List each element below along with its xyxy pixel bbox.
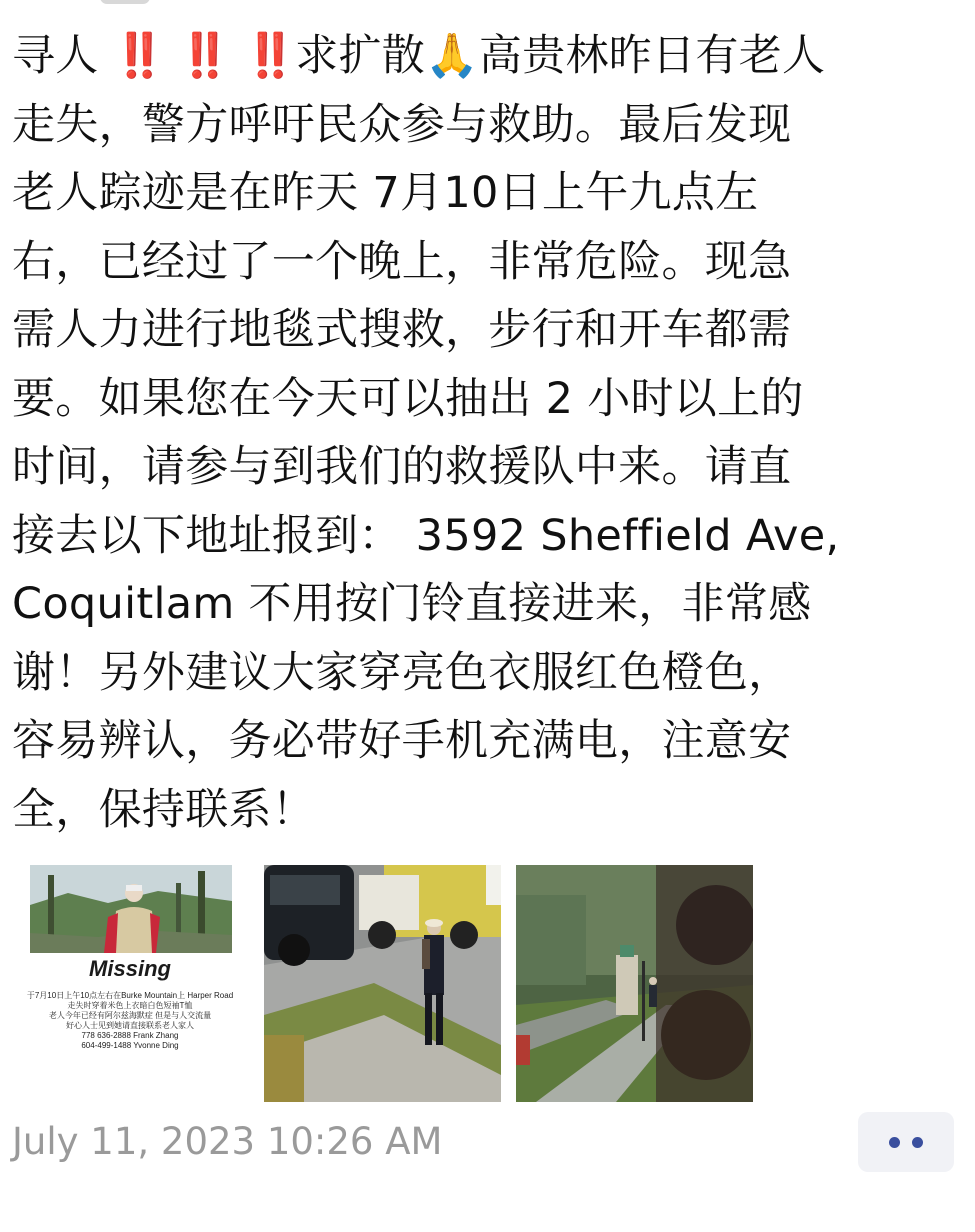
double-exclamation-icon: ‼️ [112, 31, 165, 81]
poster-line: 604-499-1488 Yvonne Ding [81, 1041, 179, 1050]
missing-poster-thumbnail[interactable] [8, 865, 252, 1102]
post-body [12, 22, 967, 844]
post-line: 老人踪迹是在昨天 7月10日上午九点左 [12, 168, 759, 218]
post-line [12, 22, 967, 91]
more-options-button[interactable] [858, 1112, 954, 1172]
poster-line: 老人今年已经有阿尔兹海默症 但是与人交流量 [48, 1011, 212, 1020]
surveillance-path-thumbnail[interactable] [516, 865, 753, 1102]
more-dots-icon [889, 1137, 900, 1148]
post-line: 右，已经过了一个晚上，非常危险。现急 [12, 236, 792, 287]
post-text-segment: 求扩散🙏高贵林昨日有老人 [295, 31, 826, 81]
more-dots-icon [912, 1137, 923, 1148]
double-exclamation-icon: ‼️ [178, 31, 230, 81]
missing-poster-details [8, 991, 252, 1051]
surveillance-path-photo [516, 865, 753, 1102]
photo-grid [0, 865, 975, 1102]
missing-poster-title: Missing [89, 956, 171, 981]
post-line: 容易辨认，务必带好手机充满电，注意安 [12, 716, 792, 766]
double-exclamation-icon: ‼️ [243, 31, 296, 81]
post-text-segment: 寻人 [12, 31, 113, 81]
post-line: 需人力进行地毯式搜救，步行和开车都需 [12, 305, 792, 355]
post-line: 要。如果您在今天可以抽出 2 小时以上的 [12, 373, 804, 424]
surveillance-street-photo [264, 865, 501, 1102]
missing-poster-photo [8, 865, 252, 1102]
post-line: 全，保持联系！ [12, 784, 316, 835]
previous-post-edge [100, 0, 150, 4]
post-line: Coquitlam 不用按门铃直接进来，非常感 [12, 579, 812, 629]
poster-line: 778 636-2888 Frank Zhang [81, 1031, 179, 1040]
post-line: 接去以下地址报到： 3592 Sheffield Ave, [12, 510, 840, 561]
poster-line: 好心人士见到她请直接联系老人家人 [66, 1021, 194, 1030]
post-line: 走失，警方呼吁民众参与救助。最后发现 [12, 99, 792, 150]
post-line: 时间，请参与到我们的救援队中来。请直 [12, 442, 792, 492]
post-timestamp: July 11, 2023 10:26 AM [12, 1120, 443, 1163]
surveillance-street-thumbnail[interactable] [264, 865, 501, 1102]
poster-line: 于7月10日上午10点左右在Burke Mountain上 Harper Road [26, 991, 234, 1000]
poster-line: 走失时穿着米色上衣暗白色短袖T恤 [67, 1001, 193, 1010]
post-line: 谢！另外建议大家穿亮色衣服红色橙色， [12, 647, 792, 698]
